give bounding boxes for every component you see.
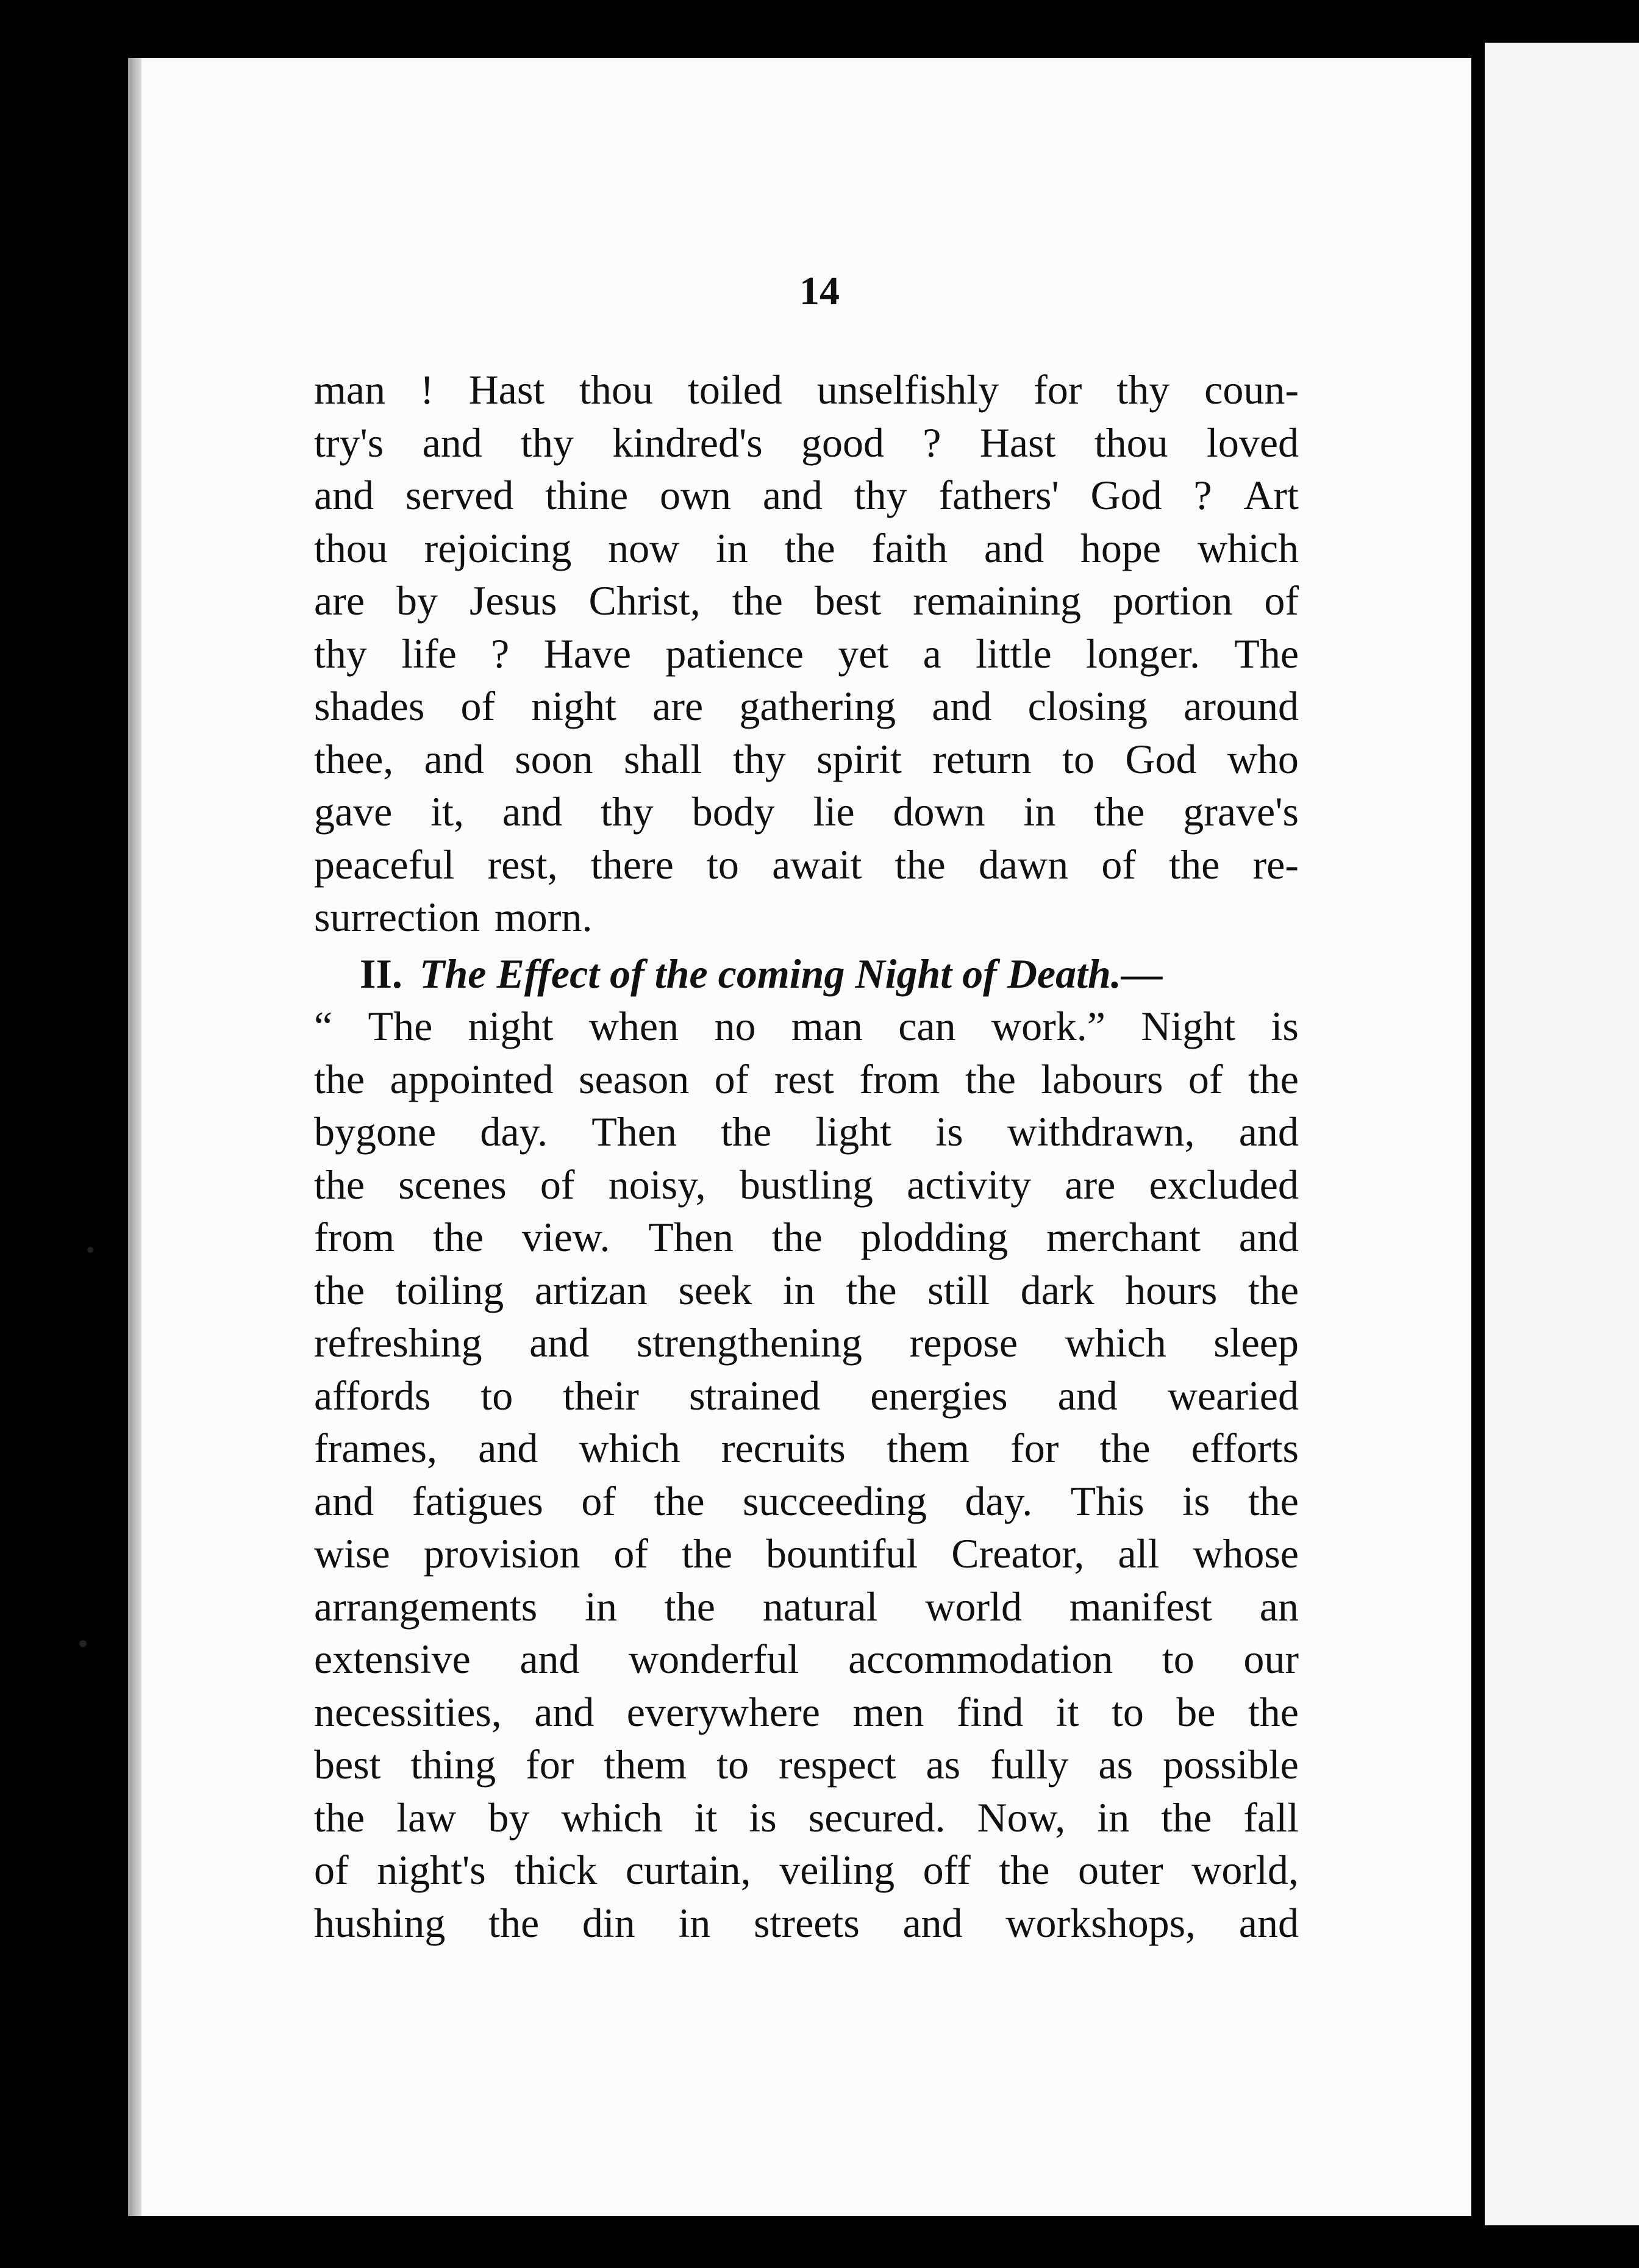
text-line: thee, and soon shall thy spirit return to God who <box>314 735 1299 782</box>
text-line: bygone day. Then the light is withdrawn, and <box>314 1108 1299 1155</box>
text-line: of night's thick curtain, veiling off the outer world, <box>314 1847 1299 1893</box>
text-line: refreshing and strengthening repose which sleep <box>314 1319 1299 1366</box>
text-line: the toiling artizan seek in the still dark hours the <box>314 1266 1299 1313</box>
scan-speck <box>87 1247 93 1253</box>
text-line: wise provision of the bountiful Creator, all whose <box>314 1530 1299 1577</box>
text-line: shades of night are gathering and closing around <box>314 683 1299 729</box>
page-body-text <box>314 363 1299 1949</box>
text-line: from the view. Then the plodding merchant and <box>314 1214 1299 1260</box>
text-line: “ The night when no man can work.” Night is <box>314 1003 1299 1049</box>
text-line: and served thine own and thy fathers' God ? Art <box>314 472 1299 518</box>
text-line: are by Jesus Christ, the best remaining portion of <box>314 577 1299 624</box>
text-line: and fatigues of the succeeding day. This is the <box>314 1477 1299 1524</box>
section-title: The Effect of the coming Night of Death.— <box>419 950 1163 997</box>
adjacent-page-edge <box>1485 43 1639 2225</box>
text-line: affords to their strained energies and wearied <box>314 1372 1299 1419</box>
text-line: thy life ? Have patience yet a little longer. The <box>314 630 1299 677</box>
scan-speck <box>79 1640 87 1647</box>
text-line: extensive and wonderful accommodation to our <box>314 1636 1299 1682</box>
paragraph-1 <box>314 363 1299 944</box>
page-gutter-shadow <box>128 58 141 2216</box>
text-line: best thing for them to respect as fully as possible <box>314 1741 1299 1788</box>
text-line: surrection morn. <box>314 894 593 940</box>
text-line: the scenes of noisy, bustling activity are excluded <box>314 1161 1299 1208</box>
text-line: man ! Hast thou toiled unselfishly for thy coun- <box>314 366 1299 413</box>
text-line: peaceful rest, there to await the dawn of the re- <box>314 841 1299 888</box>
text-line: arrangements in the natural world manifest an <box>314 1583 1299 1630</box>
text-line: hushing the din in streets and workshops, and <box>314 1899 1299 1946</box>
page-number: 14 <box>799 269 840 313</box>
paragraph-2 <box>314 1000 1299 1949</box>
section-heading <box>314 947 1299 1000</box>
text-line: the appointed season of rest from the labours of the <box>314 1055 1299 1102</box>
text-line: try's and thy kindred's good ? Hast thou loved <box>314 419 1299 466</box>
text-line: necessities, and everywhere men find it to be the <box>314 1688 1299 1735</box>
text-line: gave it, and thy body lie down in the grave's <box>314 788 1299 835</box>
text-line: the law by which it is secured. Now, in the fall <box>314 1794 1299 1841</box>
text-line: thou rejoicing now in the faith and hope which <box>314 524 1299 571</box>
section-numeral: II. <box>360 950 402 997</box>
text-line: frames, and which recruits them for the efforts <box>314 1425 1299 1471</box>
